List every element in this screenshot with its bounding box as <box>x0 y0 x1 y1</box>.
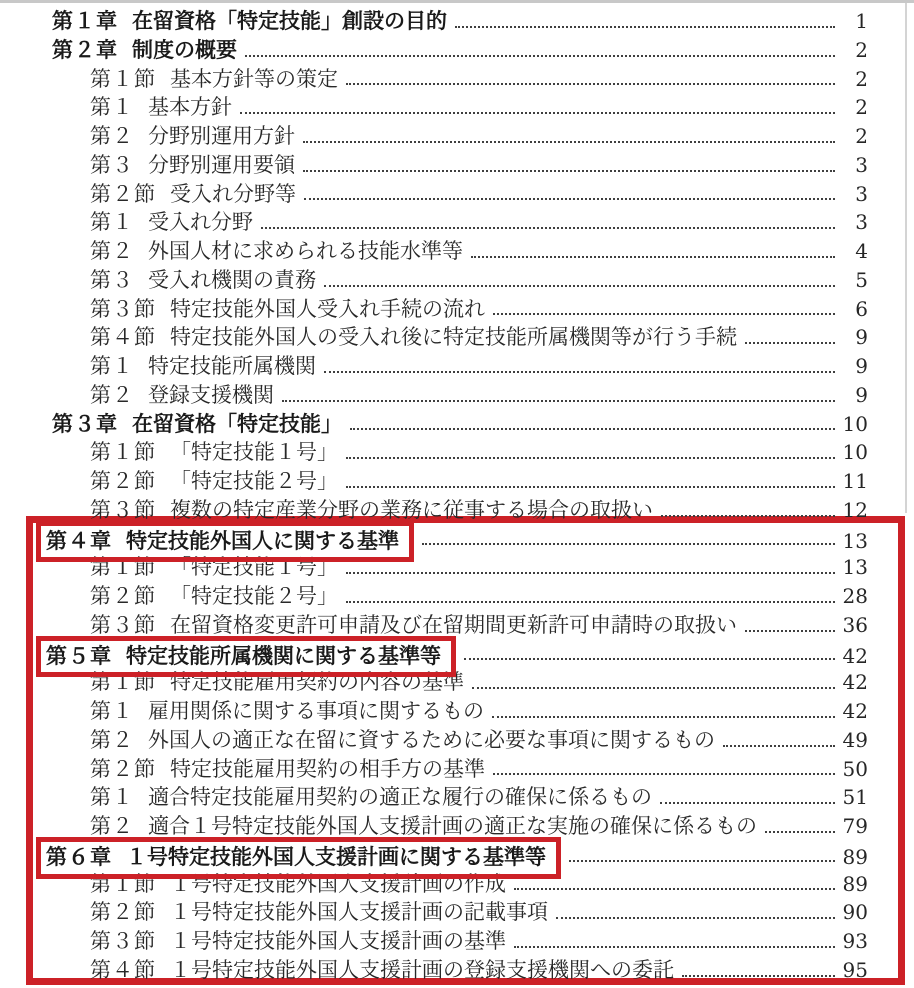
entry-page-number: 42 <box>842 670 868 695</box>
entry-title: 適合１号特定技能外国人支援計画の適正な実施の確保に係るもの <box>148 814 757 838</box>
dot-leader <box>471 256 835 258</box>
entry-text <box>52 410 342 439</box>
entry-page-number: 13 <box>842 528 868 553</box>
entry-text <box>90 352 316 381</box>
entry-page-number: 50 <box>842 756 868 781</box>
entry-page-number: 90 <box>842 900 868 925</box>
toc-entry[interactable] <box>0 7 914 36</box>
entry-title: 「特定技能１号」 <box>170 440 338 465</box>
dot-leader <box>240 112 835 114</box>
entry-page-number: 42 <box>842 699 868 723</box>
entry-text <box>90 467 338 496</box>
entry-text <box>36 521 414 563</box>
dot-leader <box>324 371 835 373</box>
entry-text <box>36 837 561 879</box>
entry-page-number: 89 <box>842 871 868 896</box>
entry-page-number: 9 <box>855 325 868 350</box>
dot-leader <box>660 802 835 804</box>
entry-number: 第１節 <box>90 555 156 580</box>
entry-title: １号特定技能外国人支援計画の記載事項 <box>170 900 548 925</box>
entry-number: 第２節 <box>90 181 156 206</box>
dot-leader <box>245 55 835 57</box>
entry-page-number: 10 <box>842 440 868 465</box>
entry-title: 基本方針 <box>148 95 232 120</box>
toc-entry[interactable] <box>0 927 914 956</box>
dot-leader <box>261 227 835 229</box>
entry-page-number: 4 <box>855 239 868 263</box>
entry-text <box>52 36 237 65</box>
entry-number: 第６章 <box>46 844 112 869</box>
toc-entry[interactable] <box>0 381 914 410</box>
toc-entry[interactable] <box>0 898 914 927</box>
entry-text <box>90 295 485 324</box>
entry-number: 第１ <box>90 354 134 378</box>
toc-entry[interactable] <box>0 525 914 554</box>
entry-number: 第１節 <box>90 440 156 465</box>
dot-leader <box>346 601 835 603</box>
entry-number: 第４章 <box>46 528 112 553</box>
entry-text <box>90 237 463 266</box>
toc-entry[interactable] <box>0 640 914 669</box>
dot-leader <box>556 917 835 919</box>
dot-leader <box>745 630 835 632</box>
entry-number: 第３節 <box>90 612 156 637</box>
entry-text <box>90 266 316 295</box>
toc-entry[interactable] <box>0 323 914 352</box>
toc-entry[interactable] <box>0 36 914 65</box>
toc-entry[interactable] <box>0 697 914 726</box>
entry-title: 分野別運用要領 <box>148 152 295 177</box>
entry-text <box>90 122 295 151</box>
entry-text <box>90 582 338 611</box>
entry-page-number: 49 <box>842 727 868 752</box>
toc-entry[interactable] <box>0 266 914 295</box>
entry-page-number: 95 <box>842 957 868 982</box>
toc-entry[interactable] <box>0 93 914 122</box>
entry-number: 第３ <box>90 267 134 292</box>
entry-title: 特定技能雇用契約の内容の基準 <box>170 670 464 695</box>
dot-leader <box>493 313 835 315</box>
entry-title: 特定技能外国人に関する基準 <box>126 528 399 553</box>
entry-number: 第２ <box>90 727 134 752</box>
entry-page-number: 12 <box>842 497 868 522</box>
entry-title: 制度の概要 <box>132 37 237 62</box>
entry-number: 第２節 <box>90 756 156 781</box>
entry-text <box>90 438 338 467</box>
entry-title: 在留資格「特定技能」 <box>132 411 342 436</box>
scan-edge-top <box>0 0 914 3</box>
entry-page-number: 93 <box>842 929 868 953</box>
entry-title: １号特定技能外国人支援計画の基準 <box>170 929 506 953</box>
dot-leader <box>472 687 835 689</box>
entry-title: 「特定技能２号」 <box>170 469 338 493</box>
dot-leader <box>455 26 835 28</box>
entry-number: 第３節 <box>90 929 156 953</box>
dot-leader <box>324 285 835 287</box>
entry-number: 第１章 <box>52 9 118 33</box>
entry-page-number: 3 <box>855 152 868 177</box>
toc-entry[interactable] <box>0 208 914 237</box>
entry-number: 第１節 <box>90 66 156 91</box>
entry-number: 第２ <box>90 124 134 148</box>
toc-entry[interactable] <box>0 438 914 467</box>
entry-title: 特定技能所属機関に関する基準等 <box>126 643 441 668</box>
entry-number: 第１ <box>90 210 134 235</box>
entry-title: １号特定技能外国人支援計画の登録支援機関への委託 <box>170 957 674 982</box>
entry-title: 特定技能外国人の受入れ後に特定技能所属機関等が行う手続 <box>170 325 737 350</box>
toc-entry[interactable] <box>0 755 914 784</box>
dot-leader <box>569 860 835 862</box>
entry-title: 特定技能外国人受入れ手続の流れ <box>170 296 485 321</box>
entry-title: １号特定技能外国人支援計画に関する基準等 <box>126 844 546 869</box>
dot-leader <box>346 572 835 574</box>
dot-leader <box>304 198 835 200</box>
entry-page-number: 51 <box>842 785 868 810</box>
entry-number: 第３ <box>90 152 134 177</box>
entry-title: 適合特定技能雇用契約の適正な履行の確保に係るもの <box>148 785 652 810</box>
entry-title: 複数の特定産業分野の業務に従事する場合の取扱い <box>170 497 653 522</box>
entry-page-number: 3 <box>855 181 868 206</box>
entry-number: 第２節 <box>90 900 156 925</box>
toc-entry[interactable] <box>0 151 914 180</box>
entry-text <box>90 927 506 956</box>
dot-leader <box>346 486 835 488</box>
dot-leader <box>492 716 835 718</box>
entry-page-number: 6 <box>855 296 868 321</box>
toc-entry[interactable] <box>0 956 914 985</box>
dot-leader <box>464 658 835 660</box>
toc-entry[interactable] <box>0 295 914 324</box>
entry-title: 受入れ機関の責務 <box>148 267 316 292</box>
entry-title: 雇用関係に関する事項に関するもの <box>148 699 484 723</box>
entry-title: 在留資格「特定技能」創設の目的 <box>132 9 447 33</box>
entry-number: 第１ <box>90 785 134 810</box>
toc-entry[interactable] <box>0 180 914 209</box>
entry-text <box>90 755 485 784</box>
entry-text <box>90 381 274 410</box>
entry-text <box>90 323 737 352</box>
entry-number: 第１節 <box>90 871 156 896</box>
entry-text <box>52 7 447 36</box>
entry-number: 第３章 <box>52 411 118 436</box>
entry-number: 第１節 <box>90 670 156 695</box>
dot-leader <box>346 457 835 459</box>
entry-number: 第２ <box>90 814 134 838</box>
entry-number: 第２ <box>90 239 134 263</box>
entry-title: 「特定技能１号」 <box>170 555 338 580</box>
dot-leader <box>514 946 835 948</box>
toc-rows <box>0 7 914 985</box>
entry-title: 受入れ分野 <box>148 210 253 235</box>
entry-page-number: 5 <box>855 267 868 292</box>
entry-page-number: 2 <box>855 37 868 62</box>
dot-leader <box>282 400 835 402</box>
entry-page-number: 11 <box>842 469 868 493</box>
toc-entry[interactable] <box>0 841 914 870</box>
entry-number: 第１ <box>90 699 134 723</box>
entry-title: 外国人材に求められる技能水準等 <box>148 239 463 263</box>
entry-page-number: 36 <box>842 612 868 637</box>
entry-number: 第２節 <box>90 469 156 493</box>
entry-title: 在留資格変更許可申請及び在留期間更新許可申請時の取扱い <box>170 612 737 637</box>
entry-text <box>90 151 295 180</box>
entry-text <box>90 783 652 812</box>
entry-text <box>90 898 548 927</box>
toc-entry[interactable] <box>0 726 914 755</box>
dot-leader <box>765 831 835 833</box>
dot-leader <box>514 888 835 890</box>
entry-number: 第３節 <box>90 497 156 522</box>
entry-text <box>90 93 232 122</box>
dot-leader <box>723 745 835 747</box>
dot-leader <box>303 170 835 172</box>
toc-entry[interactable] <box>0 237 914 266</box>
dot-leader <box>303 141 835 143</box>
entry-page-number: 1 <box>855 9 868 33</box>
entry-number: 第４節 <box>90 957 156 982</box>
dot-leader <box>346 83 835 85</box>
toc-entry[interactable] <box>0 352 914 381</box>
entry-title: 特定技能所属機関 <box>148 354 316 378</box>
entry-number: 第４節 <box>90 325 156 350</box>
entry-page-number: 9 <box>855 382 868 407</box>
entry-page-number: 42 <box>842 643 868 668</box>
entry-page-number: 13 <box>842 555 868 580</box>
entry-text <box>90 956 674 985</box>
entry-title: 「特定技能２号」 <box>170 584 338 608</box>
toc-entry[interactable] <box>0 467 914 496</box>
entry-page-number: 2 <box>855 66 868 91</box>
dot-leader <box>682 975 835 977</box>
entry-text <box>90 180 296 209</box>
entry-title: 外国人の適正な在留に資するために必要な事項に関するもの <box>148 727 715 752</box>
entry-page-number: 2 <box>855 95 868 120</box>
toc-entry[interactable] <box>0 783 914 812</box>
entry-number: 第１ <box>90 95 134 120</box>
entry-page-number: 10 <box>842 411 868 436</box>
entry-number: 第２章 <box>52 37 118 62</box>
entry-text <box>90 65 338 94</box>
entry-title: 特定技能雇用契約の相手方の基準 <box>170 756 485 781</box>
entry-number: 第２節 <box>90 584 156 608</box>
entry-title: １号特定技能外国人支援計画の作成 <box>170 871 506 896</box>
entry-number: 第２ <box>90 382 134 407</box>
dot-leader <box>350 428 835 430</box>
entry-text <box>90 208 253 237</box>
entry-page-number: 79 <box>842 814 868 838</box>
entry-text <box>90 726 715 755</box>
dot-leader <box>745 342 835 344</box>
entry-title: 基本方針等の策定 <box>170 66 338 91</box>
entry-page-number: 3 <box>855 210 868 235</box>
dot-leader <box>493 773 835 775</box>
entry-number: 第３節 <box>90 296 156 321</box>
table-of-contents <box>0 7 914 985</box>
dot-leader <box>661 515 835 517</box>
entry-page-number: 2 <box>855 124 868 148</box>
entry-title: 受入れ分野等 <box>170 181 296 206</box>
entry-page-number: 28 <box>842 584 868 608</box>
entry-title: 登録支援機関 <box>148 382 274 407</box>
entry-text <box>90 697 484 726</box>
toc-entry[interactable] <box>0 122 914 151</box>
entry-number: 第５章 <box>46 643 112 668</box>
dot-leader <box>422 543 835 545</box>
entry-page-number: 89 <box>842 844 868 869</box>
toc-entry[interactable] <box>0 410 914 439</box>
entry-text <box>36 636 456 678</box>
toc-entry[interactable] <box>0 582 914 611</box>
entry-title: 分野別運用方針 <box>148 124 295 148</box>
entry-page-number: 9 <box>855 354 868 378</box>
toc-entry[interactable] <box>0 65 914 94</box>
